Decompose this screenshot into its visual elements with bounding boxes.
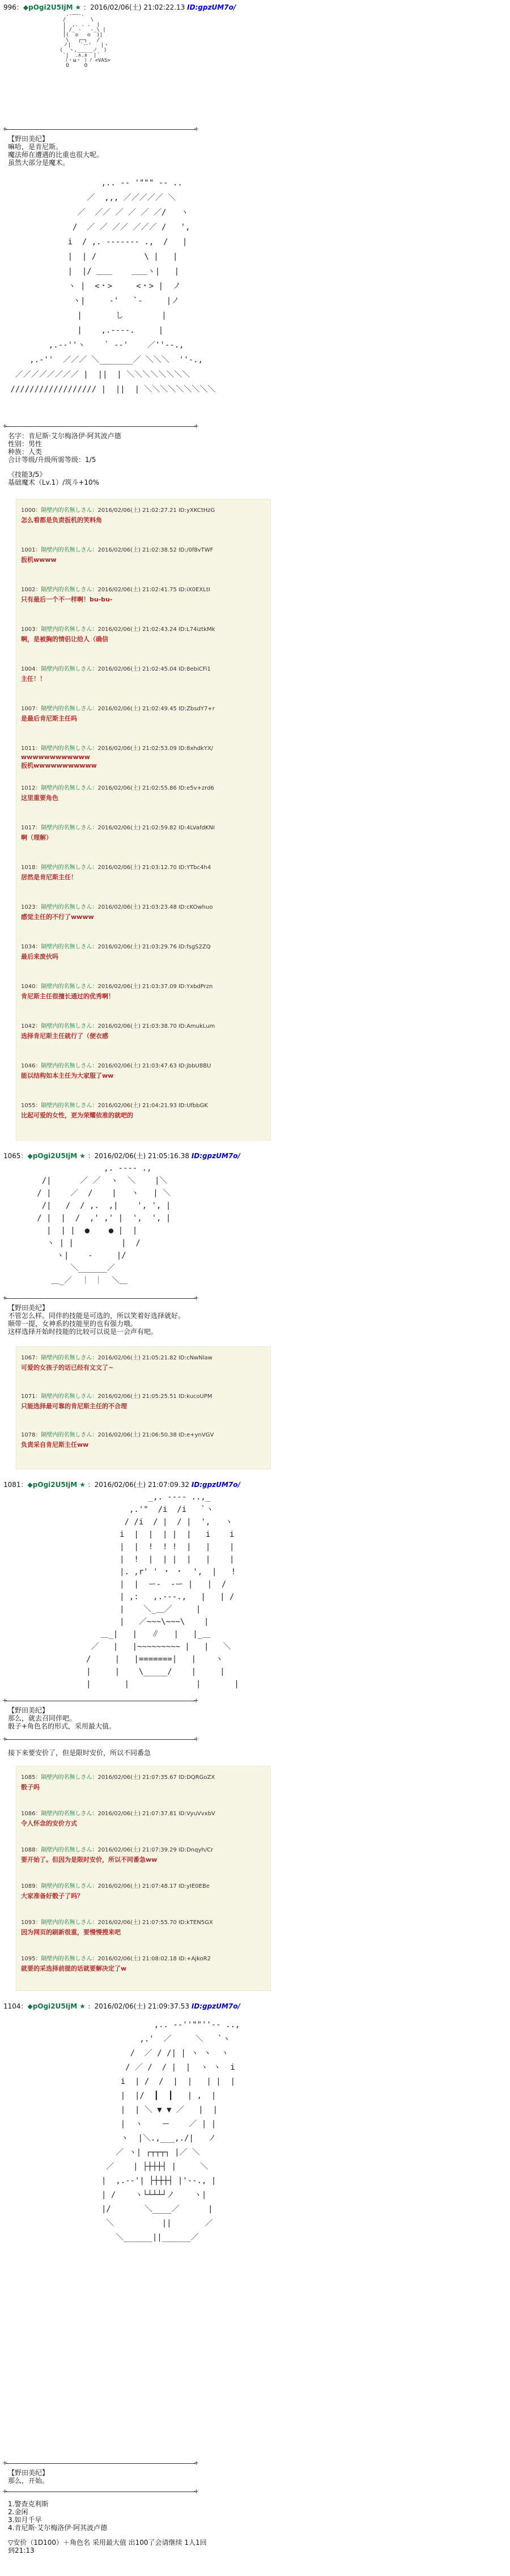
reply-number[interactable]: 1055：	[21, 1103, 41, 1109]
post-header: 1081：◆pOgi2U5IjM ★ ：2016/02/06(土) 21:07:09.32 ID:gpzUM7o/	[3, 1481, 240, 1489]
reply-item	[21, 1845, 265, 1864]
post-text: 【野田美纪】 那么，就去召同伴吧。 骰子+角色名的形式，采用最大值。	[8, 1706, 116, 1730]
reply-body: 最后来废伙吗	[21, 953, 58, 960]
reply-meta: ：2016/02/06(土) 21:02:45.04 ID:8ebiCFi1	[92, 666, 211, 672]
reply-header	[21, 1061, 265, 1069]
reply-name: 隔壁内的名無しさん	[41, 1811, 92, 1817]
reply-number[interactable]: 1034：	[21, 944, 41, 950]
reply-header	[21, 1881, 265, 1889]
reply-name: 隔壁内的名無しさん	[41, 626, 92, 633]
separator	[6, 1739, 196, 1740]
reply-name: 隔壁内的名無しさん	[41, 1956, 92, 1962]
reply-panel	[16, 1346, 271, 1469]
reply-header	[21, 902, 265, 910]
poster-id[interactable]: ID:gpzUM7o/	[191, 2002, 240, 2010]
reply-number[interactable]: 1001：	[21, 547, 41, 553]
reply-meta: ：2016/02/06(土) 21:02:55.86 ID:e5v+zrd6	[92, 785, 214, 791]
reply-meta: ：2016/02/06(土) 21:03:12.70 ID:YTbc4h4	[92, 865, 211, 871]
reply-name: 隔壁内的名無しさん	[41, 666, 92, 672]
reply-name: 隔壁内的名無しさん	[41, 825, 92, 831]
reply-item	[21, 1061, 265, 1080]
reply-name: 隔壁内的名無しさん	[41, 1774, 92, 1781]
reply-header	[21, 1954, 265, 1962]
reply-body: 选择肯尼斯主任就行了（便衣感	[21, 1032, 108, 1040]
reply-body: 是最后肯尼斯主任吗	[21, 715, 77, 722]
reply-meta: ：2016/02/06(土) 21:05:25.51 ID:kucoUPM	[92, 1393, 212, 1400]
reply-meta: ：2016/02/06(土) 21:04:21.93 ID:UfbbGK	[92, 1103, 208, 1109]
reply-name: 隔壁内的名無しさん	[41, 904, 92, 910]
reply-header	[21, 942, 265, 950]
reply-number[interactable]: 1071：	[21, 1393, 41, 1400]
reply-name: 隔壁内的名無しさん	[41, 745, 92, 752]
reply-header	[21, 743, 265, 752]
reply-header	[21, 1430, 265, 1438]
reply-number[interactable]: 1046：	[21, 1063, 41, 1069]
reply-item	[21, 783, 265, 802]
reply-body: 大家准备好骰子了吗？	[21, 1892, 83, 1900]
reply-number[interactable]: 1023：	[21, 904, 41, 910]
separator	[6, 426, 196, 427]
reply-item	[21, 704, 265, 723]
reply-item	[21, 823, 265, 842]
reply-item	[21, 743, 265, 770]
post-text: 【野田美纪】 不管怎么样。同伴的技能是可选的，所以笑着好选择就好。 顺带一提，女神系的技能里的也有强力哦。 这样选择开始时技能的比较可以说是一会声有吧。	[8, 1304, 185, 1336]
separator	[6, 1298, 196, 1299]
reply-item	[21, 1100, 265, 1120]
post-header: 1065：◆pOgi2U5IjM ★ ：2016/02/06(土) 21:05:16.38 ID:gpzUM7o/	[3, 1152, 240, 1160]
reply-meta: ：2016/02/06(土) 21:06:50.38 ID:e+ynVGV	[92, 1432, 214, 1438]
post-text: ▽安价（1D100）＋角色名 采用最大值 出100了会请继续 1人1回 到21:13	[8, 2539, 207, 2554]
reply-body: 比起可爱的女性，更为荣耀依准的就吧的	[21, 1112, 133, 1119]
reply-number[interactable]: 1002：	[21, 587, 41, 593]
post-text: 名字：肯尼斯·艾尔梅洛伊·阿其波卢德 性别：男性 种族：人类 合计等级/升级所需等级：1/5	[8, 432, 121, 464]
reply-item	[21, 1430, 265, 1449]
reply-meta: ：2016/02/06(土) 21:07:35.67 ID:DQRGoZX	[92, 1774, 215, 1781]
star-icon: ★	[79, 1152, 86, 1160]
reply-meta: ：2016/02/06(土) 21:02:41.75 ID:iX0EXLtI	[92, 587, 210, 593]
reply-meta: ：2016/02/06(土) 21:02:38.52 ID:/0f8vTWF	[92, 547, 214, 553]
post-text: 接下来要安价了，但是限时安价，所以不同番急	[8, 1749, 151, 1757]
reply-header	[21, 1772, 265, 1781]
post-text: 【野田美纪】 那么，开始。	[8, 2469, 49, 2485]
reply-item	[21, 1772, 265, 1791]
separator	[6, 129, 196, 130]
reply-name: 隔壁内的名無しさん	[41, 984, 92, 990]
reply-body: wwwwwwwwwwww 扳机wwwwwwwwwww	[21, 753, 97, 769]
reply-header	[21, 1353, 265, 1361]
reply-body: 要开始了。但因为是限时安价，所以不同番急ww	[21, 1856, 158, 1863]
reply-meta: ：2016/02/06(土) 21:02:27.21 ID:yXKCtHzG	[92, 507, 215, 514]
post-header: 1104：◆pOgi2U5IjM ★ ：2016/02/06(土) 21:09:37.53 ID:gpzUM7o/	[3, 2002, 240, 2010]
reply-name: 隔壁内的名無しさん	[41, 944, 92, 950]
reply-body: 只有最后一个不一样啊！bu-bu-	[21, 596, 113, 603]
reply-name: 隔壁内的名無しさん	[41, 785, 92, 791]
reply-meta: ：2016/02/06(土) 21:03:47.63 ID:jbbU8BU	[92, 1063, 211, 1069]
reply-number[interactable]: 1007：	[21, 706, 41, 712]
reply-body: 扳机wwww	[21, 556, 57, 564]
reply-item	[21, 981, 265, 1001]
reply-name: 隔壁内的名無しさん	[41, 547, 92, 553]
reply-body: 这里重要角色	[21, 794, 58, 802]
reply-name: 隔壁内的名無しさん	[41, 865, 92, 871]
reply-meta: ：2016/02/06(土) 21:08:02.18 ID:+AjkoR2	[92, 1956, 211, 1962]
reply-item	[21, 1353, 265, 1372]
reply-meta: ：2016/02/06(土) 21:05:21.82 ID:cNwNlaw	[92, 1355, 212, 1361]
reply-body: 可爱的女孩子的话已经有文文了~	[21, 1364, 114, 1371]
reply-header	[21, 1808, 265, 1817]
reply-body: 怎么看都是负责扳机的笑料角	[21, 516, 102, 524]
reply-body: 感觉主任的不行了wwww	[21, 913, 94, 921]
reply-item	[21, 1954, 265, 1973]
reply-number[interactable]: 1040：	[21, 984, 41, 990]
reply-number[interactable]: 1003：	[21, 626, 41, 633]
reply-number[interactable]: 1004：	[21, 666, 41, 672]
reply-item	[21, 862, 265, 882]
reply-meta: ：2016/02/06(土) 21:03:29.76 ID:fsgS2ZQ	[92, 944, 211, 950]
ascii-art: .-――-. / \ | ,. . . | | /_ - -_\ | |( ◎ ◎ )| \ ┌─┐ / ノ| `ー' |ヽ ( ヽ,_____ノ ) `| .∧.∧ |´ （・ω・ ）ﾉ <VAS> O O	[60, 12, 110, 69]
reply-item	[21, 505, 265, 524]
reply-number[interactable]: 1088：	[21, 1847, 41, 1853]
reply-body: 主任！！	[21, 675, 46, 683]
reply-number[interactable]: 1089：	[21, 1883, 41, 1889]
post-text: 1.警查克利斯 2.金闲 3.如月千早 4.肯尼斯·艾尔梅洛伊·阿其波卢德	[8, 2500, 108, 2532]
reply-body: 负责采自肯尼斯主任ww	[21, 1441, 89, 1448]
reply-number[interactable]: 1011：	[21, 745, 41, 752]
reply-number[interactable]: 1012：	[21, 785, 41, 791]
reply-meta: ：2016/02/06(土) 21:03:38.70 ID:AmukLum	[92, 1023, 215, 1029]
reply-item	[21, 942, 265, 961]
reply-number[interactable]: 1093：	[21, 1920, 41, 1926]
reply-name: 隔壁内的名無しさん	[41, 1023, 92, 1029]
poster-name[interactable]: ◆pOgi2U5IjM	[27, 1152, 78, 1160]
poster-id[interactable]: ID:gpzUM7o/	[191, 1481, 240, 1489]
reply-number[interactable]: 1042：	[21, 1023, 41, 1029]
reply-meta: ：2016/02/06(土) 21:02:43.24 ID:L74iztkMk	[92, 626, 215, 633]
reply-name: 隔壁内的名無しさん	[41, 1847, 92, 1853]
reply-meta: ：2016/02/06(土) 21:03:23.48 ID:cKOwhuo	[92, 904, 213, 910]
star-icon: ★	[79, 1481, 86, 1489]
reply-meta: ：2016/02/06(土) 21:02:59.82 ID:4LVafdKNI	[92, 825, 215, 831]
reply-body: 骰子吗	[21, 1783, 40, 1791]
reply-name: 隔壁内的名無しさん	[41, 1883, 92, 1889]
reply-header	[21, 1845, 265, 1853]
reply-item	[21, 1917, 265, 1937]
reply-header	[21, 664, 265, 672]
reply-name: 隔壁内的名無しさん	[41, 1103, 92, 1109]
reply-number[interactable]: 1086：	[21, 1811, 41, 1817]
reply-meta: ：2016/02/06(土) 21:02:53.09 ID:8xhdkYX/	[92, 745, 214, 752]
reply-header	[21, 1391, 265, 1400]
reply-item	[21, 1808, 265, 1828]
reply-meta: ：2016/02/06(土) 21:02:49.45 ID:ZbsdY7+r	[92, 706, 215, 712]
reply-item	[21, 1391, 265, 1410]
reply-item	[21, 545, 265, 564]
reply-header	[21, 1100, 265, 1109]
reply-header	[21, 783, 265, 791]
reply-body: 因为网页的刷新很重，要慢慢搜来吧	[21, 1929, 121, 1936]
reply-number[interactable]: 1018：	[21, 865, 41, 871]
reply-header	[21, 823, 265, 831]
reply-panel	[16, 499, 271, 1141]
poster-name[interactable]: ◆pOgi2U5IjM	[23, 3, 73, 11]
reply-body: 只能选择最可靠的肯尼斯主任的不合理	[21, 1403, 127, 1410]
reply-item	[21, 664, 265, 683]
reply-body: 肯尼斯主任很擅长通过的优秀啊！	[21, 993, 114, 1000]
ascii-art: ,.. -‐''""''‐- .., ,.' ／ ＼ `ヽ / ／ / /| | ヽ ヽ ヽ / ／ / / | | ヽ ヽ i i | / / | | | | | | |/ ┃ ┃ | , | | | ＼ ▼ ▼ ／ | | | ヽ ー ／ | | ヽ |＼.,___,./| ノ ／ ヽ| ┌┬┬┬┐ |／ ＼ ／ | ├┼┼┼┤ | ＼ | ,.--'| ├┼┼┼┤ |'--., | | / ヽ└┴┴┴┘ノ ヽ| |/ ＼____／ | ＼ || ／ ＼______||______／	[101, 2020, 240, 2242]
reply-header	[21, 584, 265, 593]
reply-number[interactable]: 1078：	[21, 1432, 41, 1438]
reply-number[interactable]: 1067：	[21, 1355, 41, 1361]
reply-name: 隔壁内的名無しさん	[41, 1355, 92, 1361]
reply-name: 隔壁内的名無しさん	[41, 507, 92, 514]
reply-header	[21, 704, 265, 712]
reply-item	[21, 902, 265, 921]
reply-meta: ：2016/02/06(土) 21:07:55.70 ID:kTEN5GX	[92, 1920, 213, 1926]
poster-id[interactable]: ID:gpzUM7o/	[187, 3, 236, 11]
reply-name: 隔壁内的名無しさん	[41, 1063, 92, 1069]
poster-id[interactable]: ID:gpzUM7o/	[191, 1152, 240, 1160]
ascii-art: ,.. -‐ '""" ‐- .. ／ ,,, ／／／／／ ＼ ／ ／／ ／ ／ ／ ／/ ヽ / ／ ／ ／／ ／／／ / ', i / ,. -‐‐‐‐‐- ., / | | | / \ | | | |/ ＿＿ ＿＿ヽ| | ヽ | <・> <・> | ノ ヽ| ‐' `‐ |ノ | し | | ,.----. | ,.-‐''ヽ ` ‐‐' ／''‐-., ,.-'' ／／／ ＼_______／ ＼＼＼ ''-., ／／／／／／／／ | || | ＼＼＼＼＼＼＼＼ ////////////////// | || | ＼＼＼＼＼＼＼＼＼	[10, 179, 216, 394]
reply-item	[21, 584, 265, 604]
reply-number[interactable]: 1085：	[21, 1774, 41, 1781]
reply-header	[21, 624, 265, 633]
reply-header	[21, 862, 265, 871]
reply-body: 居然是肯尼斯主任！	[21, 874, 77, 881]
poster-name[interactable]: ◆pOgi2U5IjM	[27, 1481, 78, 1489]
reply-meta: ：2016/02/06(土) 21:07:39.29 ID:Dnqyh/Cr	[92, 1847, 214, 1853]
reply-body: 令人怀念的安价方式	[21, 1820, 77, 1827]
star-icon: ★	[75, 3, 82, 11]
reply-name: 隔壁内的名無しさん	[41, 1432, 92, 1438]
reply-body: 能以结构如本主任为大家服了ww	[21, 1072, 114, 1079]
poster-name[interactable]: ◆pOgi2U5IjM	[27, 2002, 78, 2010]
reply-header	[21, 981, 265, 990]
post-text: 《技能3/5》 基础魔术（Lv.1）/筑斗+10%	[8, 471, 100, 486]
reply-header	[21, 505, 265, 514]
reply-meta: ：2016/02/06(土) 21:07:37.81 ID:VyuVvxbV	[92, 1811, 215, 1817]
separator	[6, 2463, 196, 2464]
reply-name: 隔壁内的名無しさん	[41, 1393, 92, 1400]
reply-number[interactable]: 1000：	[21, 507, 41, 514]
post-header: 996：◆pOgi2U5IjM ★ ：2016/02/06(土) 21:02:22.13 ID:gpzUM7o/	[3, 3, 236, 11]
reply-name: 隔壁内的名無しさん	[41, 706, 92, 712]
ascii-art: ,. -‐‐- ., /| ／ ／ ヽ ＼ |＼ / | ／ / | ヽ | ＼ /| / / ,. ,| ', ', | / | | / ,' ,' | ', ', | | | | ● ● | | ヽ | | | / ヽ| ‐ |/ ＼______／ ＿_／ ｜ ｜ ＼＿	[37, 1164, 171, 1285]
reply-header	[21, 1021, 265, 1029]
reply-meta: ：2016/02/06(土) 21:07:48.17 ID:yIE0EBe	[92, 1883, 210, 1889]
reply-header	[21, 1917, 265, 1926]
reply-item	[21, 624, 265, 643]
reply-name: 隔壁内的名無しさん	[41, 587, 92, 593]
reply-meta: ：2016/02/06(土) 21:03:37.09 ID:YxbdPrzn	[92, 984, 213, 990]
reply-number[interactable]: 1095：	[21, 1956, 41, 1962]
reply-body: 啊，是被胸的情侣让给人（确信	[21, 635, 108, 643]
star-icon: ★	[79, 2002, 86, 2010]
reply-number[interactable]: 1017：	[21, 825, 41, 831]
post-text: 【野田美纪】 嘛哈，是肯尼斯。 魔法师在遭遇的比重也很大呢。 虽然大部分是魔术。	[8, 135, 104, 167]
reply-body: 啊（理解）	[21, 834, 52, 841]
ascii-art: _,. ---- ..,_ ,.'" /i /i `ヽ / /i / | / | ', ヽ i | | | | | i i | | ! ! ! | | | | ! | | | | | | |. ,r' ' ・ ・ ', | ! | | ー‐ ‐ー | | / | ,: ,.-‐‐., | | / | ＼_＿／ | | ／~~~\~~~\ | ＿_| | ∥ | |_＿ ／ | |~~~~~~~~~ | | ＼ / | |=======| | ヽ | | \_____/ | | | | | |	[86, 1493, 239, 1689]
reply-name: 隔壁内的名無しさん	[41, 1920, 92, 1926]
reply-item	[21, 1881, 265, 1900]
reply-body: 就要的采选择前提的话就要解决定了w	[21, 1965, 127, 1972]
reply-item	[21, 1021, 265, 1040]
reply-panel	[16, 1766, 271, 1991]
reply-header	[21, 545, 265, 553]
